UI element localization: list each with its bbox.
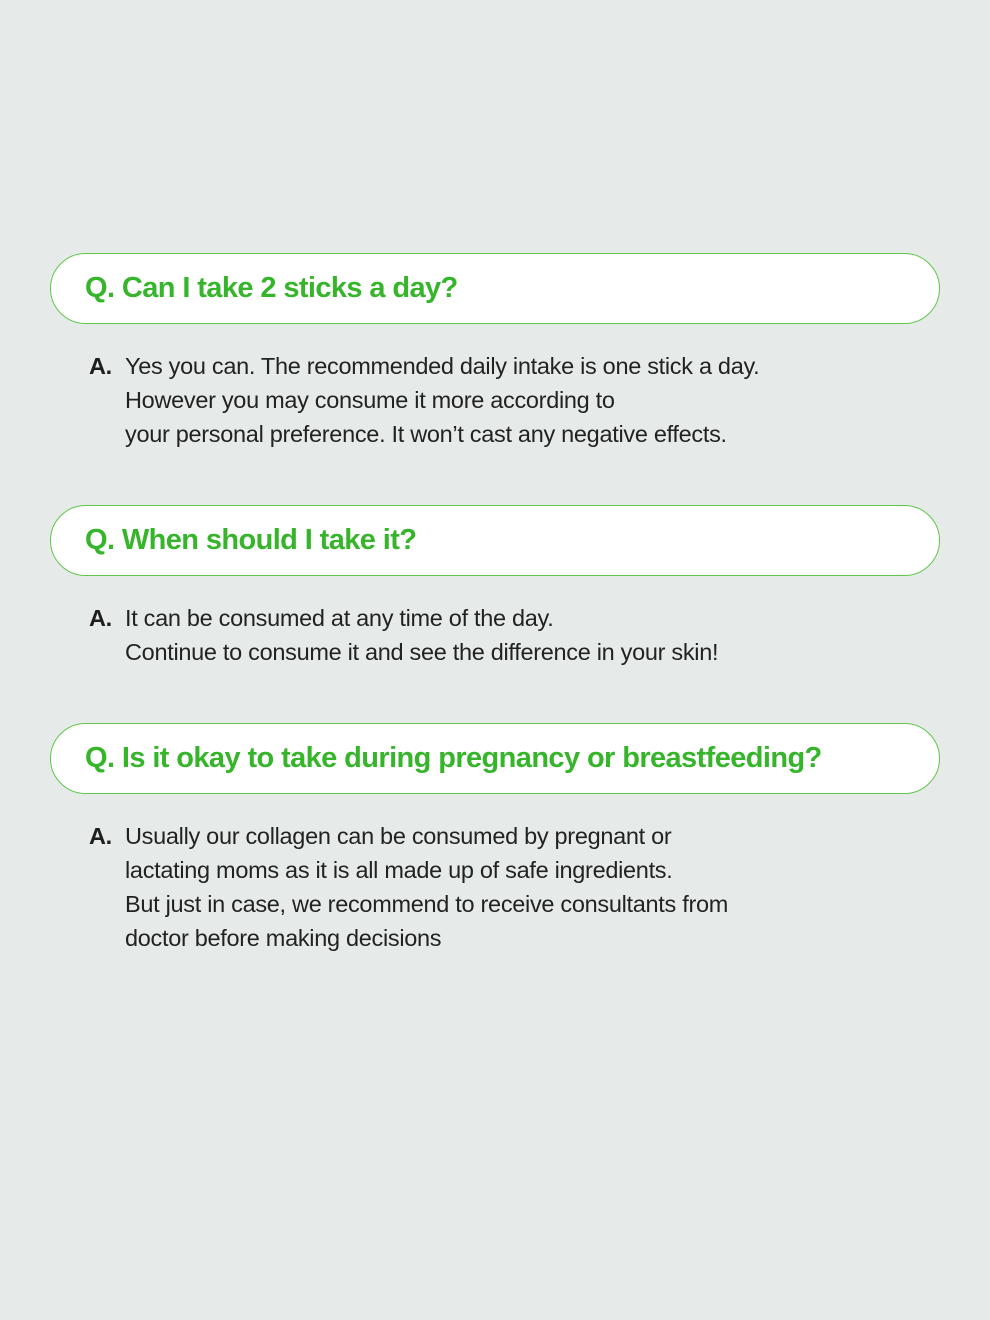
answer-line: lactating moms as it is all made up of safe ingredients. (125, 857, 673, 883)
answer-block (50, 819, 940, 955)
faq-item-when-to-take (50, 505, 940, 669)
question-pill: Q. Is it okay to take during pregnancy or breastfeeding? (50, 723, 940, 794)
answer-text (125, 349, 759, 451)
question-pill: Q. Can I take 2 sticks a day? (50, 253, 940, 324)
answer-label: A. (89, 605, 112, 631)
answer-block (50, 349, 940, 451)
answer-label: A. (89, 823, 112, 849)
question-pill: Q. When should I take it? (50, 505, 940, 576)
answer-line: your personal preference. It won’t cast any negative effects. (125, 421, 727, 447)
answer-label: A. (89, 353, 112, 379)
answer-line: It can be consumed at any time of the day. (125, 605, 554, 631)
answer-block (50, 601, 940, 669)
answer-line: doctor before making decisions (125, 925, 442, 951)
answer-line: Continue to consume it and see the difference in your skin! (125, 639, 719, 665)
answer-line: Usually our collagen can be consumed by pregnant or (125, 823, 672, 849)
faq-item-daily-sticks (50, 253, 940, 451)
answer-line: But just in case, we recommend to receive consultants from (125, 891, 729, 917)
answer-text (125, 601, 718, 669)
answer-line: However you may consume it more according to (125, 387, 615, 413)
faq-item-pregnancy (50, 723, 940, 955)
answer-text (125, 819, 728, 955)
answer-line: Yes you can. The recommended daily intake is one stick a day. (125, 353, 760, 379)
